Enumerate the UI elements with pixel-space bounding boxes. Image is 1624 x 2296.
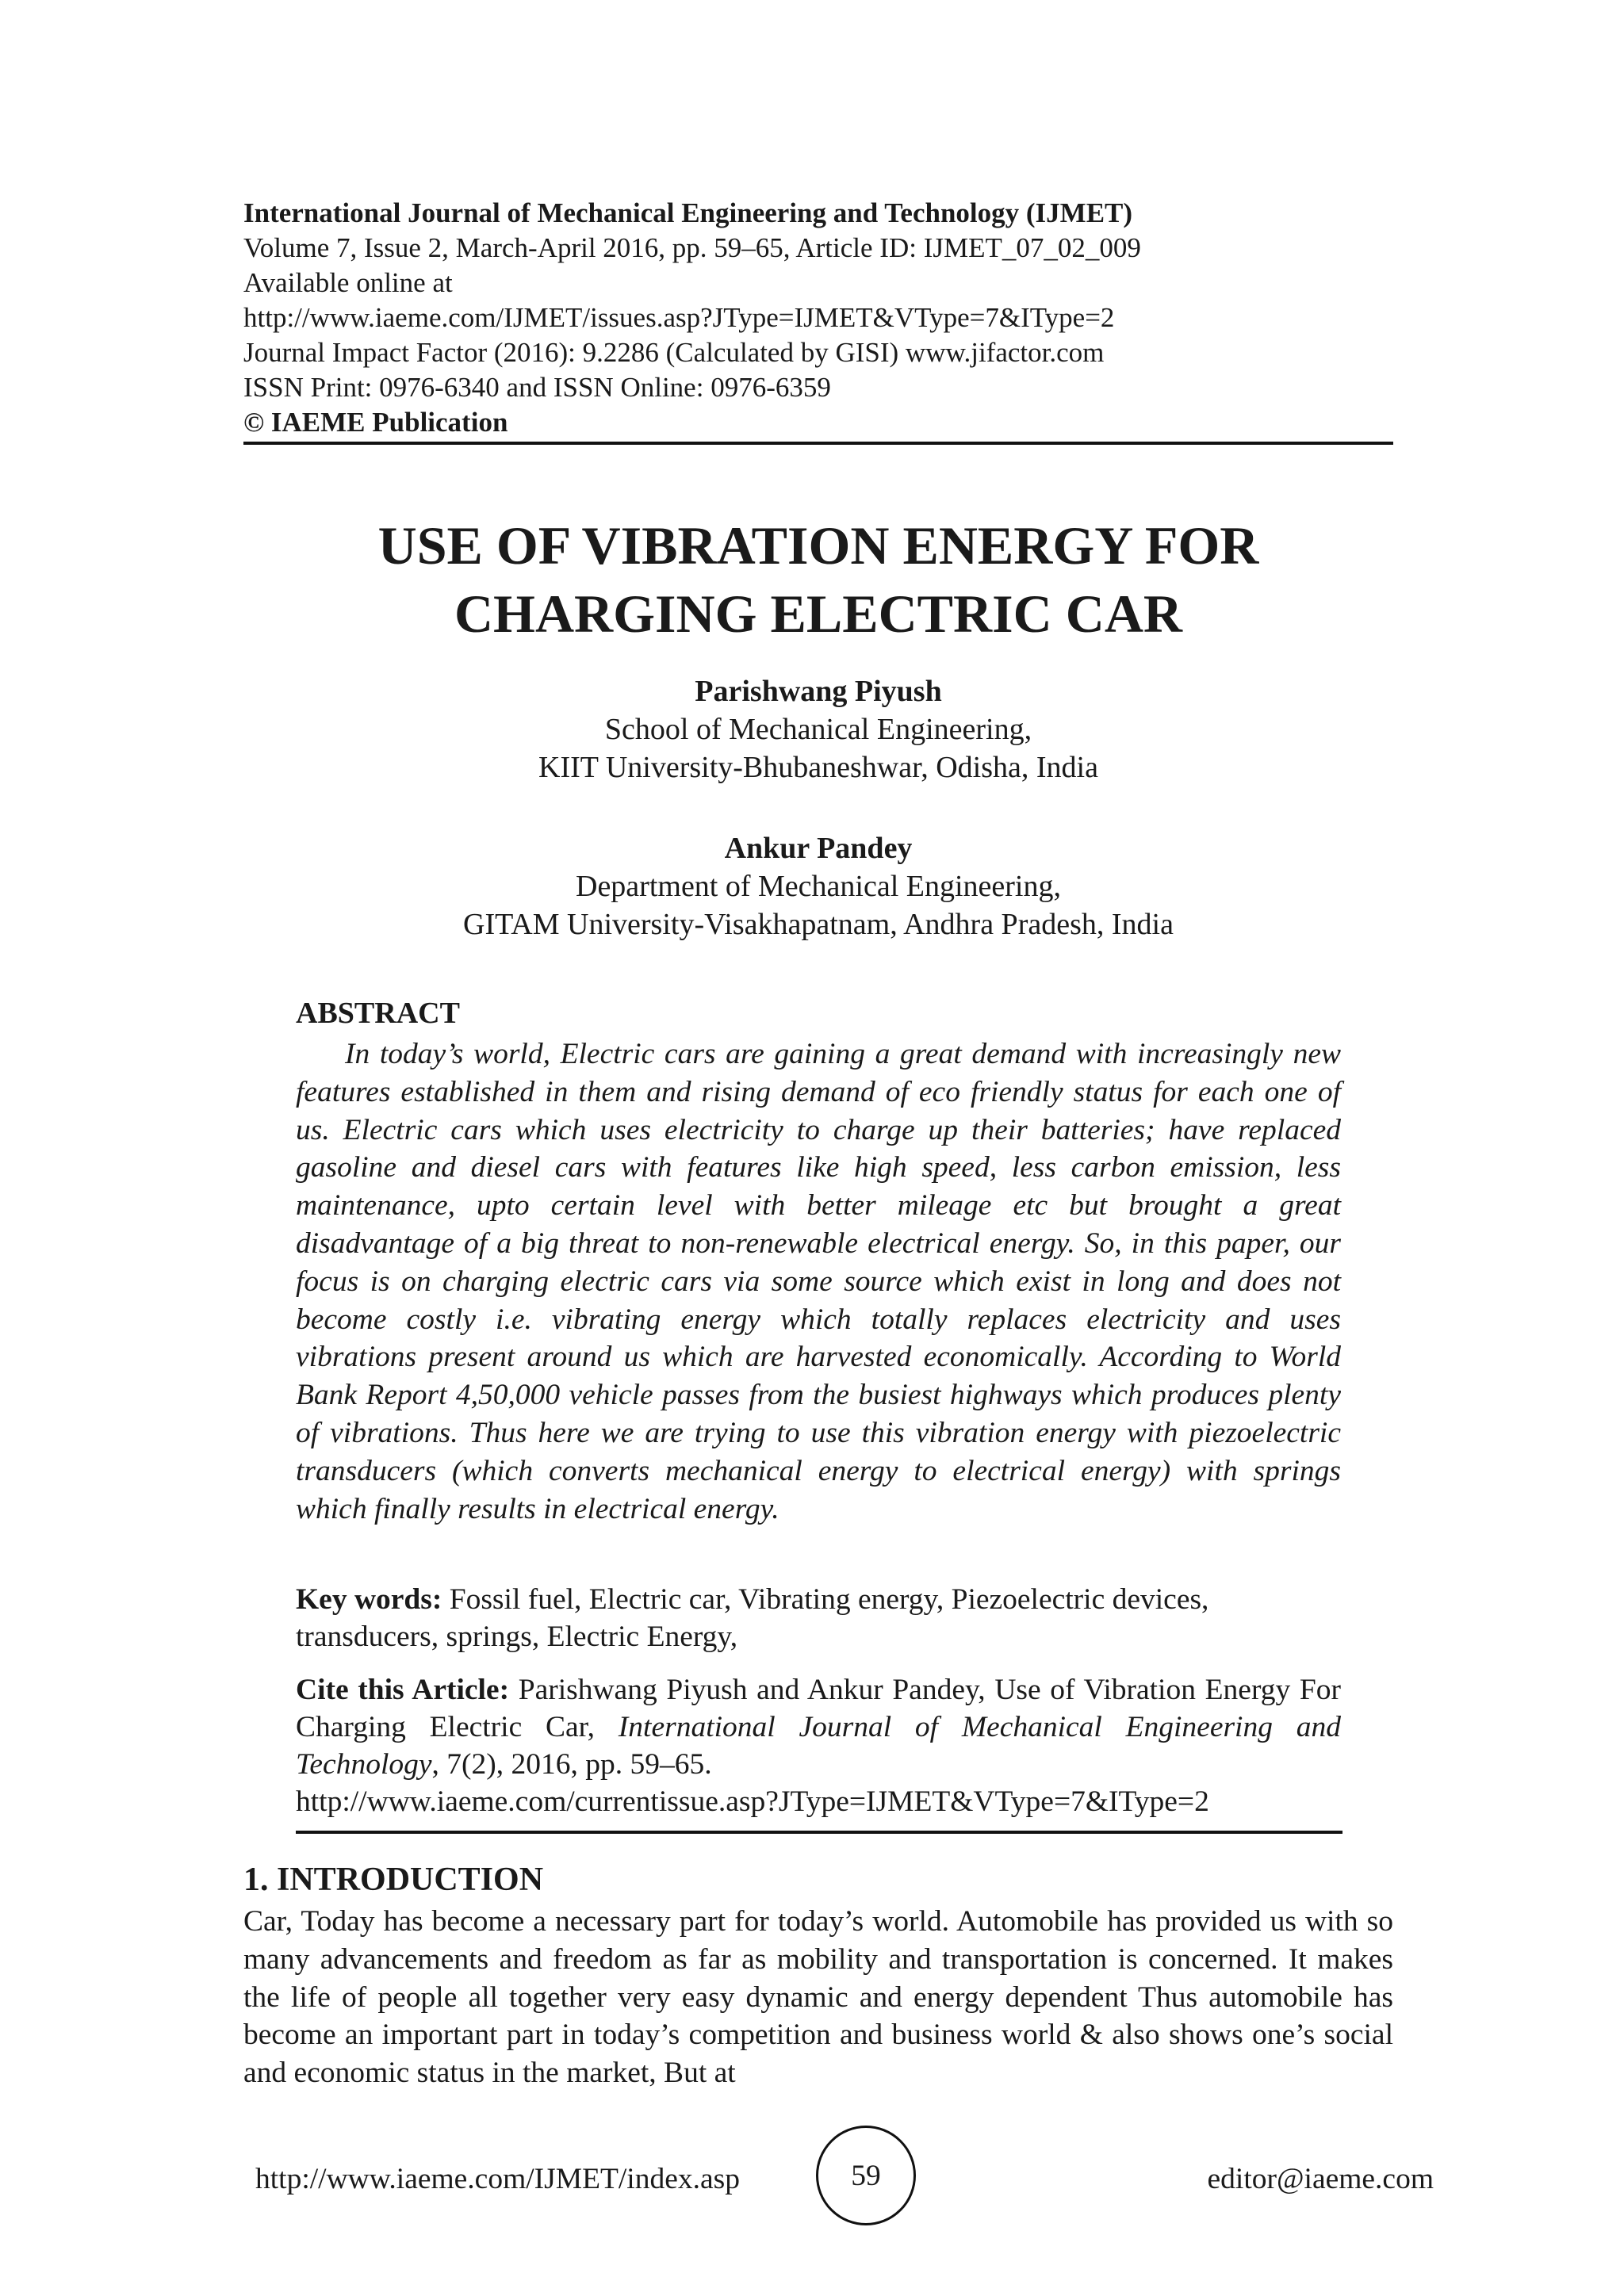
cite-journal: International Journal of Mechanical Engineering and Technology [296, 1711, 1341, 1781]
author-block-1 [243, 672, 1393, 786]
cite-text-after: , 7(2), 2016, pp. 59–65. [431, 1748, 712, 1781]
cite-article [296, 1671, 1341, 1820]
author-affiliation-line-2: GITAM University-Visakhapatnam, Andhra Pradesh, India [463, 908, 1174, 941]
author-affiliation-line-2: KIIT University-Bhubaneshwar, Odisha, India [538, 751, 1098, 784]
abstract-body: In today’s world, Electric cars are gaining a great demand with increasingly new features established in them and rising demand of eco friendly status for each one of us. Electric cars which uses electricity to charge up their batteries; have replaced gasoline and diesel cars with features like high speed, less carbon emission, less maintenance, upto certain level with better mileage etc but brought a great disadvantage of a big threat to non-renewable electrical energy. So, in this paper, our focus is on charging electric cars via some source which exist in long and does not become costly i.e. vibrating energy which totally replaces electricity and uses vibrations present around us which are harvested economically. According to World Bank Report 4,50,000 vehicle passes from the busiest highways which produces plenty of vibrations. Thus here we are trying to use this vibration energy with piezoelectric transducers (which converts mechanical energy to electrical energy) with springs which finally results in electrical energy. [296, 1038, 1341, 1525]
cite-url-link[interactable]: http://www.iaeme.com/currentissue.asp?JType=IJMET&VType=7&IType=2 [296, 1785, 1209, 1818]
keywords [296, 1581, 1341, 1655]
journal-volume-line: Volume 7, Issue 2, March-April 2016, pp. 59–65, Article ID: IJMET_07_02_009 [243, 232, 1141, 263]
header-divider [243, 442, 1393, 445]
author-name: Ankur Pandey [724, 832, 913, 865]
cite-text-before: Parishwang Piyush and Ankur Pandey, Use of Vibration Energy For Charging Electric Car, [296, 1674, 1341, 1743]
paper-title [243, 511, 1393, 648]
author-affiliation-line-1: Department of Mechanical Engineering, [576, 870, 1061, 903]
journal-impact-factor: Journal Impact Factor (2016): 9.2286 (Calculated by GISI) www.jifactor.com [243, 337, 1105, 368]
abstract-divider [296, 1831, 1342, 1834]
page-number [816, 2126, 916, 2225]
journal-publication: © IAEME Publication [243, 407, 508, 438]
keywords-text: Fossil fuel, Electric car, Vibrating energy, Piezoelectric devices, transducers, springs, Electric Energy, [296, 1583, 1209, 1653]
title-line-1: USE OF VIBRATION ENERGY FOR [377, 515, 1259, 576]
author-affiliation-line-1: School of Mechanical Engineering, [604, 713, 1032, 746]
journal-issues-url: http://www.iaeme.com/IJMET/issues.asp?JType=IJMET&VType=7&IType=2 [243, 302, 1115, 333]
author-name: Parishwang Piyush [695, 675, 942, 708]
journal-header [243, 196, 1393, 440]
abstract-heading: ABSTRACT [296, 997, 460, 1030]
page-number-text: 59 [851, 2159, 881, 2192]
footer-email[interactable]: editor@iaeme.com [1207, 2163, 1434, 2195]
journal-available-line: Available online at [243, 267, 453, 298]
title-line-2: CHARGING ELECTRIC CAR [454, 584, 1183, 644]
footer-journal-url[interactable]: http://www.iaeme.com/IJMET/index.asp [255, 2163, 740, 2195]
introduction-heading: 1. INTRODUCTION [243, 1862, 544, 1898]
journal-name: International Journal of Mechanical Engineering and Technology (IJMET) [243, 197, 1133, 228]
introduction-body: Car, Today has become a necessary part for today’s world. Automobile has provided us with so many advancements and freedom as far as mobility and transportation is concerned. It makes the life of people all together very easy dynamic and energy dependent Thus automobile has become an important part in today’s competition and business world & also shows one’s social and economic status in the market, But at [243, 1905, 1393, 2090]
keywords-label: Key words: [296, 1583, 442, 1616]
cite-label: Cite this Article: [296, 1674, 510, 1706]
journal-issn: ISSN Print: 0976-6340 and ISSN Online: 0976-6359 [243, 372, 831, 403]
author-block-2 [243, 829, 1393, 943]
